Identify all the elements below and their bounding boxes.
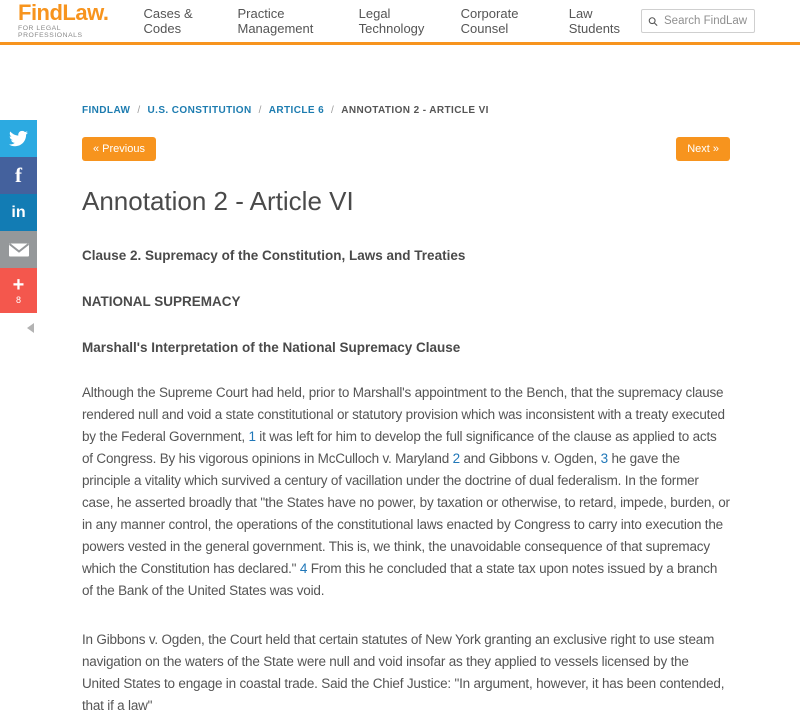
paragraph-text: he gave the principle a vitality which survived a century of vacillation under the doctrine of dual federalism. In the former case, he asserted broadly that "the States have no power, by taxation or otherwise, to retard, impede, burden, or in any manner control, the operations of the constitutional laws enacted by Congress to carry into execution the powers vested in the general government. This is, we think, the unavoidable consequence of that supremacy which the Constitution has declared."	[82, 451, 730, 576]
paragraph-text: and Gibbons v. Ogden,	[459, 451, 601, 466]
article-subheading: Marshall's Interpretation of the National Supremacy Clause	[82, 340, 461, 355]
paragraph-text: it was left for him to develop the full significance of the clause as applied to acts of Congress. By his vigorous opinions in McCulloch v. Maryland	[82, 429, 717, 466]
social-share-bar	[0, 120, 37, 333]
breadcrumb	[82, 105, 730, 116]
page-title: Annotation 2 - Article VI	[82, 186, 354, 216]
twitter-icon	[9, 129, 28, 148]
article-subheading: Clause 2. Supremacy of the Constitution, Laws and Treaties	[82, 248, 466, 263]
share-linkedin-button[interactable]	[0, 194, 37, 231]
article-subheading: NATIONAL SUPREMACY	[82, 294, 241, 309]
breadcrumb-link[interactable]: ARTICLE 6	[268, 105, 325, 116]
paragraph-text: In Gibbons v. Ogden, the Court held that certain statutes of New York granting an exclusive right to use steam navigation on the waters of the State were null and void insofar as they applied to vessels licensed by the United States to engage in coastal trade. Said the Chief Justice: "In argument, however, it has been contended, that if a law"	[82, 632, 725, 713]
site-header	[0, 0, 800, 45]
paragraph-text: From this he concluded that a state tax upon notes issued by a branch of the Bank of the United States was void.	[82, 561, 718, 598]
search-icon	[648, 15, 658, 28]
breadcrumb-current: ANNOTATION 2 - ARTICLE VI	[341, 105, 489, 116]
nav-item-corporate-counsel[interactable]: Corporate Counsel	[460, 6, 519, 36]
email-icon	[9, 242, 29, 258]
search-input[interactable]	[664, 15, 748, 27]
next-button[interactable]: Next »	[676, 137, 730, 161]
article-body	[82, 382, 730, 717]
findlaw-logo[interactable]	[18, 2, 109, 40]
footnote-link[interactable]: 4	[299, 561, 308, 576]
paragraph-text: Although the Supreme Court had held, prior to Marshall's appointment to the Bench, that the supremacy clause rendered null and void a state constitutional or statutory provision which was inconsistent with a treaty executed by the Federal Government,	[82, 385, 725, 444]
nav-item-cases-codes[interactable]: Cases & Codes	[143, 6, 193, 36]
collapse-share-bar-arrow[interactable]	[27, 323, 34, 333]
share-twitter-button[interactable]	[0, 120, 37, 157]
footnote-link[interactable]: 3	[600, 451, 608, 466]
plus-icon: +	[12, 274, 25, 296]
article-paragraph	[82, 629, 730, 717]
pagination-row	[82, 137, 730, 161]
breadcrumb-separator: /	[137, 105, 141, 116]
main-nav	[131, 6, 641, 36]
breadcrumb-separator: /	[258, 105, 262, 116]
footnote-link[interactable]: 2	[452, 451, 460, 466]
linkedin-icon: in	[11, 203, 26, 221]
nav-item-law-students[interactable]: Law Students	[568, 6, 621, 36]
article-subheadings	[82, 248, 730, 355]
logo-title: FindLaw.	[18, 0, 109, 26]
logo-tagline: FOR LEGAL PROFESSIONALS	[18, 25, 83, 39]
breadcrumb-link[interactable]: U.S. CONSTITUTION	[147, 105, 252, 116]
nav-item-legal-technology[interactable]: Legal Technology	[358, 6, 425, 36]
previous-button[interactable]: « Previous	[82, 137, 156, 161]
main-content	[82, 105, 730, 717]
nav-item-practice-management[interactable]: Practice Management	[237, 6, 314, 36]
breadcrumb-link[interactable]: FINDLAW	[82, 105, 131, 116]
share-facebook-button[interactable]	[0, 157, 37, 194]
share-share-more-button[interactable]	[0, 268, 37, 313]
facebook-icon: f	[15, 163, 22, 187]
share-email-button[interactable]	[0, 231, 37, 268]
article-paragraph	[82, 382, 730, 602]
footnote-link[interactable]: 1	[248, 429, 256, 444]
breadcrumb-separator: /	[331, 105, 335, 116]
share-count: 8	[15, 295, 21, 305]
search-box[interactable]	[641, 9, 755, 33]
